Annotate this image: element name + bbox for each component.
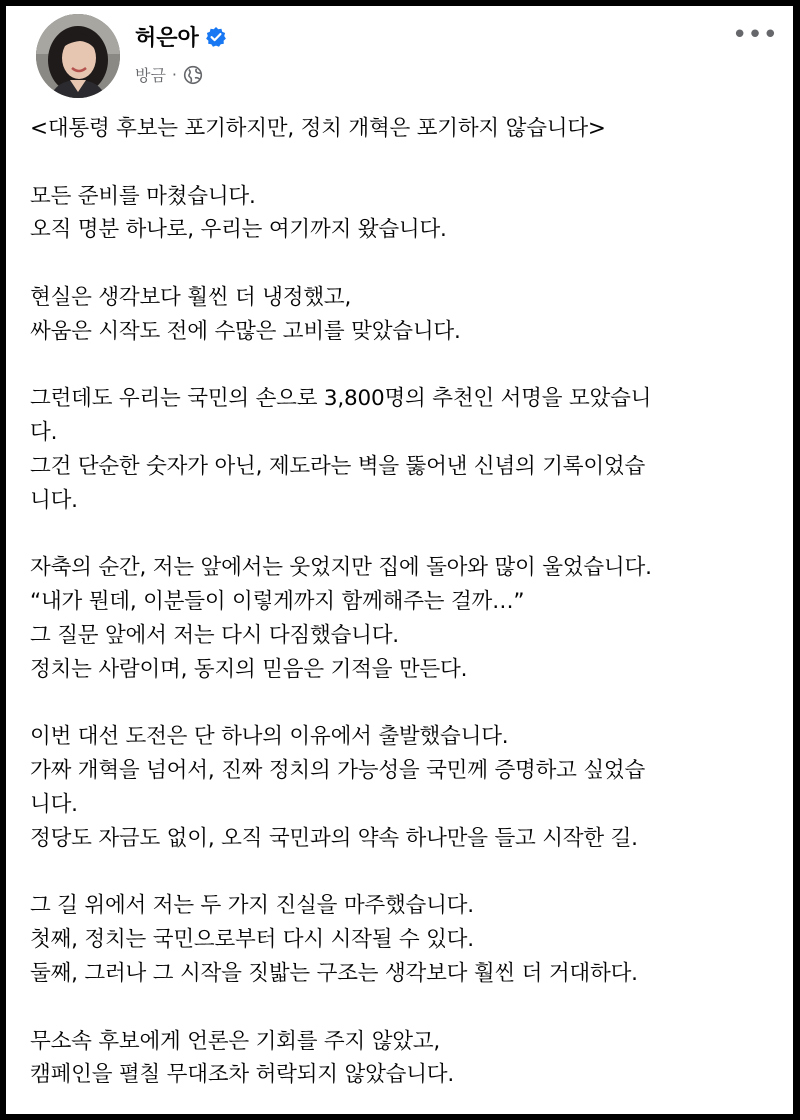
text-line: 정당도 자금도 없이, 오직 국민과의 약속 하나만을 들고 시작한 길. [30,825,638,851]
text-line: “내가 뭔데, 이분들이 이렇게까지 함께해주는 걸까…” [30,589,525,615]
text-line: 니다. [30,791,78,817]
author-row [135,21,227,52]
avatar[interactable] [36,14,120,98]
globe-icon [183,65,203,85]
post-time[interactable]: 방금 [135,66,166,85]
profile-photo [36,14,120,98]
text-line: 캠페인을 펼칠 무대조차 허락되지 않았습니다. [30,1062,454,1088]
text-line: 오직 명분 하나로, 우리는 여기까지 왔습니다. [30,217,447,243]
text-line: 모든 준비를 마쳤습니다. [30,183,256,209]
text-line: 자축의 순간, 저는 앞에서는 웃었지만 집에 돌아와 많이 울었습니다. [30,555,652,581]
text-line: 싸움은 시작도 전에 수많은 고비를 맞았습니다. [30,318,461,344]
paragraph-spacer [30,146,775,180]
text-line: 다. [30,420,58,446]
text-line: 그 질문 앞에서 저는 다시 다짐했습니다. [30,622,399,648]
paragraph-spacer [30,856,775,890]
text-line: 니다. [30,487,78,513]
text-line: 정치는 사람이며, 동지의 믿음은 기적을 만든다. [30,656,468,682]
post-card [6,6,793,1114]
author-name[interactable]: 허은아 [135,26,199,51]
paragraph-spacer [30,349,775,383]
paragraph-spacer [30,991,775,1025]
text-line: 가짜 개혁을 넘어서, 진짜 정치의 가능성을 국민께 증명하고 싶었습 [30,758,646,784]
paragraph-spacer [30,247,775,281]
more-options-icon: ••• [732,20,779,50]
more-options-button[interactable] [732,20,779,50]
text-line: 그건 단순한 숫자가 아닌, 제도라는 벽을 뚫어낸 신념의 기록이었습 [30,453,646,479]
paragraph-spacer [30,687,775,721]
post-body [30,112,775,1092]
text-line: 그 길 위에서 저는 두 가지 진실을 마주했습니다. [30,893,474,919]
post-title-line: <대통령 후보는 포기하지만, 정치 개혁은 포기하지 않습니다> [30,116,606,141]
text-line: 둘째, 그러나 그 시작을 짓밟는 구조는 생각보다 훨씬 더 거대하다. [30,960,638,986]
verified-badge-icon [205,26,227,48]
text-line: 이번 대선 도전은 단 하나의 이유에서 출발했습니다. [30,724,509,750]
meta-separator: · [171,65,178,84]
paragraph-spacer [30,518,775,552]
text-line: 그런데도 우리는 국민의 손으로 3,800명의 추천인 서명을 모았습니 [30,386,652,412]
text-line: 첫째, 정치는 국민으로부터 다시 시작될 수 있다. [30,927,474,953]
post-meta [135,63,203,86]
text-line: 현실은 생각보다 훨씬 더 냉정했고, [30,284,352,310]
text-line: 무소속 후보에게 언론은 기회를 주지 않았고, [30,1028,441,1054]
